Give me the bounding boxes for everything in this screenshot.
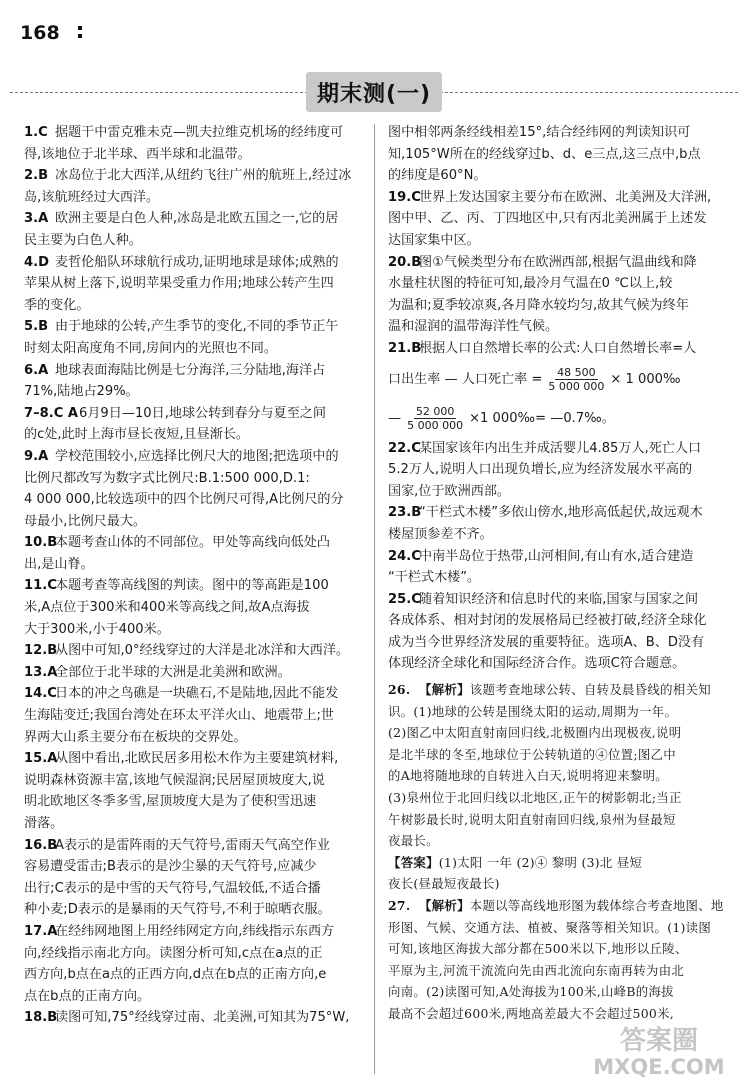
question-number: 25.C	[388, 591, 421, 607]
question-number: 19.C	[388, 189, 421, 205]
answer-line: 大于300米,小于400米。	[24, 621, 170, 637]
fraction-denominator: 5 000 000	[407, 419, 464, 433]
answer-line: 明北欧地区冬季多雪,屋顶坡度大是为了使积雪迅速	[24, 794, 317, 810]
answer-line: 71%,陆地占29%。	[24, 384, 139, 400]
answer-tag: 【答案】	[388, 854, 439, 870]
formula-text: —	[388, 410, 402, 426]
page-number: 168	[20, 22, 60, 44]
question-number: 1.C	[24, 125, 48, 140]
answer-line: 根据人口自然增长率的公式:人口自然增长率=人	[419, 340, 697, 356]
watermark-url: MXQE.COM	[593, 1055, 725, 1079]
formula	[388, 400, 726, 438]
answer-line: 楼屋顶参差不齐。	[388, 526, 493, 542]
question-number: 5.B	[24, 319, 49, 335]
watermark-text: 答案圈	[619, 1026, 698, 1056]
answer-line: 麦哲伦船队环球航行成功,证明地球是球体;成熟的	[55, 254, 339, 270]
question-number: 3.A	[24, 211, 49, 227]
question-number: 2.B	[24, 168, 49, 184]
answer-line: 4 000 000,比较选项中的四个比例尺可得,A比例尺的分	[24, 492, 344, 508]
fraction-numerator: 52 000	[415, 405, 455, 419]
answer-item	[24, 446, 364, 532]
answer-item	[388, 546, 726, 589]
answer-line: 从图中看出,北欧民居多用松木作为主要建筑材料,	[55, 751, 339, 767]
answer-line: (1)太阳 一年 (2)④ 黎明 (3)北 昼短	[438, 854, 643, 870]
answer-line: “干栏式木楼”多依山傍水,地形高低起伏,故远观木	[419, 505, 703, 521]
question-number: 16.B	[24, 837, 58, 853]
answer-line: 6月9日—10日,地球公转到春分与夏至之间	[79, 405, 326, 421]
answer-item	[388, 252, 726, 338]
answer-line: 图①气候类型分布在欧洲西部,根据气温曲线和降	[419, 254, 697, 270]
question-number: 26.	[388, 682, 411, 698]
question-number: 4.D	[24, 254, 49, 270]
analysis-line: 本题以等高线地形图为载体综合考查地图、地	[469, 898, 724, 913]
question-number: 18.B	[24, 1010, 58, 1026]
answer-item	[24, 1007, 364, 1029]
analysis-line: 最高不会超过600米,两地高差最大不会超过500米,	[388, 1005, 675, 1021]
left-column	[24, 122, 364, 1029]
question-number: 22.C	[388, 440, 421, 456]
analysis-tag: 【解析】	[419, 682, 470, 698]
answer-item	[24, 662, 364, 684]
answer-line: 图中相邻两条经线相差15°,结合经纬网的判读知识可	[388, 125, 691, 140]
answer-item-27	[388, 895, 726, 1025]
answer-line: 米,A点位于300米和400米等高线之间,故A点海拔	[24, 600, 310, 616]
answer-line: 的纬度是60°N。	[388, 168, 487, 184]
answer-line: 母最小,比例尺最大。	[24, 513, 147, 529]
question-number: 11.C	[24, 578, 57, 594]
formula-text: × 1 000‰	[610, 371, 681, 387]
answer-item	[388, 502, 726, 545]
answer-item	[24, 360, 364, 403]
answer-line: 由于地球的公转,产生季节的变化,不同的季节正午	[55, 319, 339, 335]
answer-line: 图中甲、乙、丙、丁四地区中,只有丙北美洲属于上述发	[388, 211, 707, 227]
answer-line: 达国家集中区。	[388, 232, 480, 248]
formula-text: ×1 000‰= —0.7‰。	[469, 410, 615, 426]
question-number: 14.C	[24, 686, 57, 702]
answer-line: 读图可知,75°经线穿过南、北美洲,可知其为75°W,	[55, 1010, 350, 1026]
answer-line: 随着知识经济和信息时代的来临,国家与国家之间	[419, 591, 699, 607]
answer-line: 各成体系、相对封闭的发展格局已经被打破,经济全球化	[388, 613, 707, 629]
analysis-line: 可知,该地区海拔大部分都在500米以下,地形以丘陵、	[388, 941, 688, 957]
fraction	[405, 405, 465, 432]
answer-item	[388, 338, 726, 438]
answer-line: 日本的冲之鸟礁是一块礁石,不是陆地,因此不能发	[55, 686, 339, 702]
answer-line: 得,该地位于北半球、西半球和北温带。	[24, 146, 251, 162]
answer-line: 学校范围较小,应选择比例尺大的地图;把选项中的	[55, 448, 339, 464]
answer-item	[24, 640, 364, 662]
answer-line: 容易遭受雷击;B表示的是沙尘暴的天气符号,应减少	[24, 859, 317, 875]
question-number: 23.B	[388, 505, 422, 521]
answer-line: 据题干中雷克雅未克—凯夫拉维克机场的经纬度可	[55, 125, 344, 140]
answer-item	[24, 835, 364, 921]
analysis-line: 午树影最长时,说明太阳直射南回归线,泉州为昼最短	[388, 811, 676, 827]
analysis-tag: 【解析】	[419, 898, 470, 913]
answer-item	[388, 589, 726, 675]
question-number: 7–8.C A	[24, 405, 79, 421]
answer-item	[24, 122, 364, 165]
answer-item	[24, 748, 364, 834]
answer-item-26	[388, 679, 726, 895]
answer-line: 在经纬网地图上用经纬网定方向,纬线指示东西方	[55, 923, 335, 939]
analysis-line: (3)泉州位于北回归线以北地区,正午的树影朝北;当正	[388, 790, 682, 806]
answer-line: 的c处,此时上海市昼长夜短,且昼渐长。	[24, 427, 250, 443]
question-number: 12.B	[24, 643, 58, 659]
analysis-line: 向南。(2)读图可知,A处海拔为100米,山峰B的海拔	[388, 984, 674, 1000]
answer-line: 5.2万人,说明人口出现负增长,应为经济发展水平高的	[388, 462, 693, 478]
answer-item	[24, 575, 364, 640]
answer-line: 出行;C表示的是中雪的天气符号,气温较低,不适合播	[24, 880, 321, 896]
answer-line: 界两大山系主要分布在板块的交界处。	[24, 729, 247, 745]
answer-line: 地球表面海陆比例是七分海洋,三分陆地,海洋占	[55, 362, 326, 378]
question-number: 24.C	[388, 548, 421, 564]
answer-item	[24, 921, 364, 1007]
question-number: 27.	[388, 898, 411, 913]
fraction-numerator: 48 500	[557, 366, 596, 380]
fraction-denominator: 5 000 000	[548, 380, 605, 394]
answer-line: 夜长(昼最短夜最长)	[388, 876, 500, 892]
answer-line: 为温和;夏季较凉爽,各月降水较均匀,故其气候为终年	[388, 297, 689, 313]
answer-item	[388, 187, 726, 252]
answer-line: 种小麦;D表示的是暴雨的天气符号,不利于晾晒衣服。	[24, 902, 331, 918]
answer-item	[24, 252, 364, 317]
answer-line: 季的变化。	[24, 297, 90, 313]
answer-item	[24, 403, 364, 446]
answer-line: 中南半岛位于热带,山河相间,有山有水,适合建造	[419, 548, 694, 564]
answer-line: 水量柱状图的特征可知,最冷月气温在0 ℃以上,较	[388, 276, 673, 292]
answer-line: 岛,该航班经过大西洋。	[24, 189, 160, 205]
answer-item	[24, 683, 364, 748]
analysis-line: 形图、气候、交通方法、植被、聚落等相关知识。(1)读图	[388, 919, 712, 935]
analysis-line: 该题考查地球公转、自转及晨昏线的相关知	[469, 682, 711, 698]
analysis-line: (2)图乙中太阳直射南回归线,北极圈内出现极夜,说明	[388, 725, 682, 741]
answer-item	[388, 438, 726, 503]
answer-line: 知,105°W所在的经线穿过b、d、e三点,这三点中,b点	[388, 146, 701, 162]
analysis-line: 平原为主,河流干流流向先由西北流向东南再转为由北	[388, 962, 685, 978]
fraction	[546, 366, 606, 393]
formula	[388, 360, 726, 400]
answer-line: 点在b点的正南方向。	[24, 988, 151, 1004]
answer-line: 时刻太阳高度角不同,房间内的光照也不同。	[24, 340, 277, 356]
answer-line: 民主要为白色人种。	[24, 232, 142, 248]
answer-line: 欧洲主要是白色人种,冰岛是北欧五国之一,它的居	[55, 211, 339, 227]
q18-continued	[388, 122, 726, 187]
answer-line: 世界上发达国家主要分布在欧洲、北美洲及大洋洲,	[419, 189, 712, 205]
question-number: 6.A	[24, 362, 49, 378]
answer-line: 本题考查山体的不同部位。甲处等高线向低处凸	[55, 535, 330, 551]
answer-line: 国家,位于欧洲西部。	[388, 483, 511, 499]
question-number: 20.B	[388, 254, 422, 270]
right-column	[388, 122, 726, 1025]
column-divider	[374, 124, 375, 1074]
answer-item	[24, 165, 364, 208]
answer-line: 向,经线指示南北方向。读图分析可知,c点在a点的正	[24, 945, 323, 961]
section-title: 期末测(一)	[306, 72, 442, 112]
analysis-line: 夜最长。	[388, 833, 439, 849]
question-number: 9.A	[24, 448, 49, 464]
answer-line: 本题考查等高线图的判读。图中的等高距是100	[55, 578, 329, 594]
answer-line: 冰岛位于北大西洋,从纽约飞往广州的航班上,经过冰	[55, 168, 352, 184]
answer-line: 出,是山脊。	[24, 556, 94, 572]
answer-line: 温和湿润的温带海洋性气候。	[388, 319, 559, 335]
question-number: 13.A	[24, 664, 58, 680]
answer-line: 从图中可知,0°经线穿过的大洋是北冰洋和大西洋。	[55, 643, 350, 659]
analysis-line: 识。(1)地球的公转是围绕太阳的运动,周期为一年。	[388, 703, 678, 719]
formula-text: 口出生率 — 人口死亡率 =	[388, 371, 543, 387]
answer-line: 体现经济全球化和国际经济合作。选项C符合题意。	[388, 656, 686, 672]
answer-line: 苹果从树上落下,说明苹果受重力作用;地球公转产生四	[24, 276, 334, 292]
answer-item	[24, 208, 364, 251]
answer-line: 说明森林资源丰富,该地气候湿润;民居屋顶坡度大,说	[24, 772, 325, 788]
analysis-line: 的A地将随地球的自转进入白天,说明将迎来黎明。	[388, 768, 668, 784]
answer-line: 西方向,b点在a点的正西方向,d点在b点的正南方向,e	[24, 967, 327, 983]
watermark	[584, 1028, 734, 1082]
page-number-marker	[78, 26, 83, 40]
answer-line: 全部位于北半球的大洲是北美洲和欧洲。	[55, 664, 291, 680]
answer-line: A表示的是雷阵雨的天气符号,雷雨天气高空作业	[55, 837, 330, 853]
analysis-line: 是北半球的冬至,地球位于公转轨道的④位置;图乙中	[388, 746, 676, 762]
answer-line: “干栏式木楼”。	[388, 570, 481, 586]
question-number: 21.B	[388, 340, 422, 356]
answer-line: 生海陆变迁;我国台湾处在环太平洋火山、地震带上;世	[24, 708, 334, 724]
question-number: 17.A	[24, 923, 58, 939]
answer-item	[24, 316, 364, 359]
answer-line: 成为当今世界经济发展的重要特征。选项A、B、D没有	[388, 634, 705, 650]
answer-item	[24, 532, 364, 575]
question-number: 10.B	[24, 535, 58, 551]
answer-line: 某国家该年内出生并成活婴儿4.85万人,死亡人口	[419, 440, 702, 456]
question-number: 15.A	[24, 751, 58, 767]
answer-line: 比例尺都改写为数字式比例尺:B.1:500 000,D.1:	[24, 470, 310, 486]
answer-line: 滑落。	[24, 816, 64, 831]
